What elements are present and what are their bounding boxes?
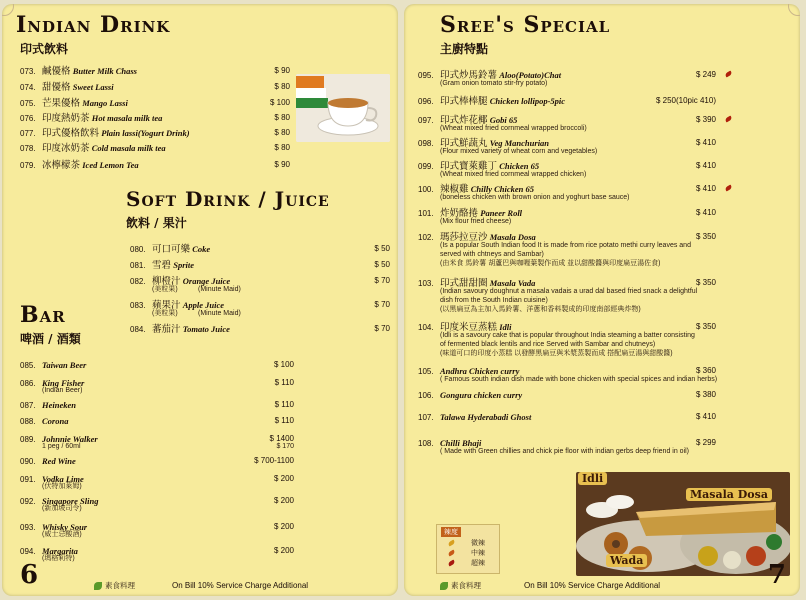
photo-label: Wada	[606, 554, 647, 567]
item-note: (Minute Maid)	[198, 286, 241, 293]
section-subtitle-sree-special: 主廚特點	[440, 42, 489, 56]
item-description: (Mix flour fried cheese)	[440, 218, 512, 225]
corner-ornament	[788, 4, 800, 16]
menu-page-right	[404, 4, 800, 596]
item-description: dish from the South Indian cuisine)	[440, 297, 548, 304]
menu-item[interactable]	[20, 456, 294, 467]
item-number: 101.	[418, 209, 434, 218]
veg-label: 素食料理	[451, 581, 481, 590]
item-price: $ 110	[274, 400, 294, 409]
chili-pepper-icon	[724, 71, 732, 78]
menu-item[interactable]	[20, 82, 290, 93]
item-price: $ 410	[695, 161, 716, 170]
section-subtitle-soft-drink: 飲料 / 果汁	[126, 216, 187, 230]
item-description: (Flour mixed variety of wheat corn and vegetables)	[440, 148, 598, 155]
menu-item[interactable]	[130, 260, 390, 271]
photo-label: Idli	[578, 472, 607, 485]
item-name-en: Chilly Chicken 65	[470, 184, 535, 194]
item-name-zh: 瑪莎拉豆沙	[440, 232, 488, 243]
item-description: (味道可口的印度小蒸糕 以發酵黑扁豆與米漿蒸製而成 搭配扁豆湯與甜酸醬)	[440, 350, 673, 357]
item-number: 080.	[130, 245, 146, 254]
menu-page-left	[2, 4, 398, 596]
item-name-en: Iced Lemon Tea	[82, 160, 139, 170]
item-number: 105.	[418, 367, 434, 376]
item-description: (由米食 馬鈴薯 胡蘆巴與咖喱葉製作而成 並以甜酸醬與印度扁豆湯佐食)	[440, 260, 661, 267]
item-price: $ 80	[274, 82, 290, 91]
item-number: 077.	[20, 129, 36, 138]
item-name-en: Butter Milk Chass	[72, 66, 137, 76]
leaf-icon	[440, 582, 448, 590]
item-number: 102.	[418, 233, 434, 242]
corner-ornament	[2, 4, 14, 16]
item-note: 1 peg / 60ml	[42, 443, 81, 450]
item-description: (以黑扁豆為主加入馬鈴薯、洋蔥和香料製成的印度南部經典炸物)	[440, 306, 641, 313]
section-title-soft-drink: Soft Drink / Juice	[126, 187, 330, 211]
item-name-zh: 印式炸花椰	[440, 115, 488, 126]
veg-label: 素食料理	[105, 581, 135, 590]
item-name-zh: 冰檸檬茶	[42, 160, 81, 171]
leaf-icon	[94, 582, 102, 590]
item-name-zh: 印度米豆蒸糕	[440, 322, 498, 333]
item-name-en: Corona	[42, 416, 69, 426]
item-number: 084.	[130, 325, 146, 334]
item-name-en: Masala Dosa	[489, 232, 536, 242]
menu-item[interactable]	[418, 96, 716, 107]
item-price: $ 410	[695, 138, 716, 147]
item-name-en: Andhra Chicken curry	[440, 366, 520, 376]
item-price: $ 50	[374, 260, 390, 269]
item-name-en: Singapore Sling	[42, 496, 99, 506]
menu-item[interactable]	[20, 143, 290, 154]
item-name-en: Coke	[192, 244, 211, 254]
item-name-en: Orange Juice	[182, 276, 231, 286]
item-description: (Is a popular South Indian food It is made from rice potato methi curry leaves and	[440, 242, 691, 249]
item-number: 099.	[418, 162, 434, 171]
item-price: $ 80	[274, 128, 290, 137]
item-name-zh: 柳橙汁	[152, 276, 181, 287]
item-price: $ 410	[695, 184, 716, 193]
item-price: $ 110	[274, 416, 294, 425]
item-number: 090.	[20, 457, 36, 466]
item-price: $ 390	[695, 115, 716, 124]
item-price: $ 410	[695, 412, 716, 421]
item-price: $ 380	[695, 390, 716, 399]
menu-item[interactable]	[20, 128, 290, 139]
item-name-zh: 蘋果汁	[152, 300, 181, 311]
item-note: (威士忌酸酒)	[42, 531, 82, 538]
item-note-zh: (美粒果)	[152, 310, 178, 317]
item-name-zh: 炸奶酪捲	[440, 208, 479, 219]
spice-level-label: 微辣	[471, 540, 485, 547]
item-price: $ 80	[274, 143, 290, 152]
item-name-zh: 芒果優格	[42, 98, 81, 109]
item-number: 094.	[20, 547, 36, 556]
item-description: (Indian savoury doughnut a masala vadais a urad dal based fried snack a delightful	[440, 288, 698, 295]
item-note: (新加坡司令)	[42, 505, 82, 512]
south-indian-food-photo	[576, 472, 790, 576]
item-name-zh: 印式寶萊雞丁	[440, 161, 498, 172]
item-price: $ 50	[374, 244, 390, 253]
item-price: $ 700-1100	[254, 456, 294, 465]
item-name-en: Chicken 65	[499, 161, 540, 171]
item-price: $ 250(10pic 410)	[655, 96, 716, 105]
item-number: 078.	[20, 144, 36, 153]
menu-item[interactable]	[20, 400, 294, 411]
item-name-zh: 蕃茄汁	[152, 324, 181, 335]
item-price: $ 80	[274, 113, 290, 122]
veg-legend-right	[440, 580, 500, 591]
item-description: (Wheat mixed fried cornmeal wrapped broccoli)	[440, 125, 587, 132]
service-charge-note-right: On Bill 10% Service Charge Additional	[524, 581, 661, 590]
menu-item[interactable]	[20, 160, 290, 171]
item-number: 091.	[20, 475, 36, 484]
menu-item[interactable]	[20, 113, 290, 124]
item-price: $ 1400	[269, 434, 294, 443]
item-number: 093.	[20, 523, 36, 532]
item-price: $ 70	[374, 324, 390, 333]
item-note: (Minute Maid)	[198, 310, 241, 317]
item-price: $ 299	[695, 438, 716, 447]
item-number: 108.	[418, 439, 434, 448]
spice-level-label: 超辣	[471, 560, 485, 567]
item-name-zh: 印度冰奶茶	[42, 143, 90, 154]
spice-legend-title: 辣度	[441, 527, 461, 537]
spice-level-label: 中辣	[471, 550, 485, 557]
item-price: $ 249	[695, 70, 716, 79]
item-number: 095.	[418, 71, 434, 80]
item-price: $ 350	[695, 322, 716, 331]
item-name-en: Plain lassi(Yogurt Drink)	[101, 128, 190, 138]
item-name-en: Vodka Lime	[42, 474, 84, 484]
item-name-en: Mango Lassi	[82, 98, 128, 108]
item-number: 089.	[20, 435, 36, 444]
item-name-en: Idli	[499, 322, 512, 332]
item-price: $ 70	[374, 300, 390, 309]
item-number: 075.	[20, 99, 36, 108]
item-name-en: Margarita	[42, 546, 78, 556]
item-price: $ 410	[695, 208, 716, 217]
item-name-zh: 印式棒棒腿	[440, 96, 488, 107]
item-name-zh: 辣椒雞	[440, 184, 469, 195]
chili-pepper-icon	[447, 560, 455, 567]
item-name-zh: 鹹優格	[42, 66, 71, 77]
item-price: $ 100	[269, 98, 290, 107]
item-note: (Indian Beer)	[42, 387, 83, 394]
item-name-zh: 印式炒馬鈴薯	[440, 70, 498, 81]
item-note-zh: (美粒果)	[152, 286, 178, 293]
item-price: $ 200	[273, 474, 294, 483]
item-number: 079.	[20, 161, 36, 170]
item-price: $ 90	[274, 160, 290, 169]
item-number: 085.	[20, 361, 36, 370]
item-name-en: Johnnie Walker	[42, 434, 98, 444]
item-price: $ 350	[695, 278, 716, 287]
item-note: (伏特加萊姆)	[42, 483, 82, 490]
item-number: 083.	[130, 301, 146, 310]
page-number-right: 7	[767, 560, 786, 590]
menu-item[interactable]	[20, 416, 294, 427]
item-name-en: Masala Vada	[489, 278, 536, 288]
item-description: (Idli is a savoury cake that is popular throughout India steaming a batter consisting	[440, 332, 695, 339]
item-name-en: King Fisher	[42, 378, 85, 388]
photo-label: Masala Dosa	[686, 488, 772, 501]
item-name-en: Chilli Bhaji	[440, 438, 482, 448]
item-name-en: Veg Manchurian	[489, 138, 550, 148]
item-number: 092.	[20, 497, 36, 506]
section-title-bar: Bar	[20, 302, 66, 328]
menu-item[interactable]	[20, 66, 290, 77]
item-description: (Wheat mixed fried cornmeal wrapped chicken)	[440, 171, 587, 178]
menu-item[interactable]	[20, 98, 290, 109]
item-number: 074.	[20, 83, 36, 92]
veg-legend-left	[94, 580, 154, 591]
item-number: 104.	[418, 323, 434, 332]
item-number: 100.	[418, 185, 434, 194]
item-number: 107.	[418, 413, 434, 422]
item-name-en: Red Wine	[42, 456, 76, 466]
item-name-en: Sprite	[173, 260, 195, 270]
masala-tea-photo	[296, 74, 390, 142]
item-name-en: Tomato Juice	[182, 324, 230, 334]
chili-pepper-icon	[447, 540, 455, 547]
chili-pepper-icon	[724, 185, 732, 192]
service-charge-note-left: On Bill 10% Service Charge Additional	[172, 581, 309, 590]
item-description: ( Famous south indian dish made with bone chicken with special spices and indian herbs)	[440, 376, 718, 383]
item-number: 086.	[20, 379, 36, 388]
section-subtitle-bar: 啤酒 / 酒類	[20, 332, 81, 346]
menu-item[interactable]	[130, 324, 390, 335]
item-price: $ 90	[274, 66, 290, 75]
page-number-left: 6	[20, 560, 39, 590]
chili-pepper-icon	[724, 116, 732, 123]
item-number: 073.	[20, 67, 36, 76]
chili-pepper-icon	[447, 550, 455, 557]
item-number: 088.	[20, 417, 36, 426]
item-name-zh: 甜優格	[42, 82, 71, 93]
item-name-en: Whisky Sour	[42, 522, 88, 532]
item-price: $ 70	[374, 276, 390, 285]
spice-legend	[436, 524, 500, 574]
section-title-sree-special: Sree's Special	[440, 12, 611, 38]
item-number: 082.	[130, 277, 146, 286]
item-name-en: Aloo(Potato)Chat	[499, 70, 562, 80]
item-name-en: Hot masala milk tea	[91, 113, 163, 123]
item-price: $ 200	[273, 496, 294, 505]
item-name-zh: 印式鮮蔬丸	[440, 138, 488, 149]
item-name-en: Heineken	[42, 400, 76, 410]
item-name-en: Gongura chicken curry	[440, 390, 523, 400]
item-name-en: Talawa Hyderabadi Ghost	[440, 412, 532, 422]
menu-item[interactable]	[418, 390, 716, 401]
item-name-zh: 印度熱奶茶	[42, 113, 90, 124]
item-number: 087.	[20, 401, 36, 410]
item-description: served with chtneys and Sambar)	[440, 251, 544, 258]
menu-item[interactable]	[418, 412, 716, 423]
item-description: (Gram onion tomato stir-fry potato)	[440, 80, 548, 87]
item-name-en: Apple Juice	[182, 300, 225, 310]
item-price: $ 110	[274, 378, 294, 387]
item-price: $ 100	[273, 360, 294, 369]
item-price: $ 200	[273, 522, 294, 531]
item-name-en: Cold masala milk tea	[91, 143, 166, 153]
item-name-zh: 可口可樂	[152, 244, 191, 255]
item-description: (boneless chicken with brown onion and yoghurt base sauce)	[440, 194, 630, 201]
item-number: 096.	[418, 97, 434, 106]
item-name-zh: 雪碧	[152, 260, 172, 271]
item-name-en: Taiwan Beer	[42, 360, 87, 370]
item-number: 098.	[418, 139, 434, 148]
item-name-zh: 印式優格飲料	[42, 128, 100, 139]
item-name-en: Paneer Roll	[480, 208, 523, 218]
item-number: 081.	[130, 261, 146, 270]
item-name-en: Sweet Lassi	[72, 82, 114, 92]
item-name-en: Gobi 65	[489, 115, 518, 125]
item-price: $ 360	[695, 366, 716, 375]
item-name-zh: 印式甜甜圈	[440, 278, 488, 289]
menu-item[interactable]	[20, 360, 294, 371]
item-price: $ 350	[695, 232, 716, 241]
item-description: ( Made with Green chillies and chick pie floor with indian gerbs deep friend in oil)	[440, 448, 690, 455]
item-description: of fermented black lentils and rice Served with Sambar and chutneys)	[440, 341, 656, 348]
section-subtitle-indian-drink: 印式飲料	[20, 42, 69, 56]
menu-item[interactable]	[130, 244, 390, 255]
item-name-en: Chicken lollipop-5pic	[489, 96, 566, 106]
item-number: 106.	[418, 391, 434, 400]
item-number: 076.	[20, 114, 36, 123]
item-note: (瑪格莉特)	[42, 555, 75, 562]
item-number: 097.	[418, 116, 434, 125]
item-price-alt: $ 170	[276, 443, 294, 450]
item-price: $ 200	[273, 546, 294, 555]
item-number: 103.	[418, 279, 434, 288]
section-title-indian-drink: Indian Drink	[16, 12, 171, 38]
